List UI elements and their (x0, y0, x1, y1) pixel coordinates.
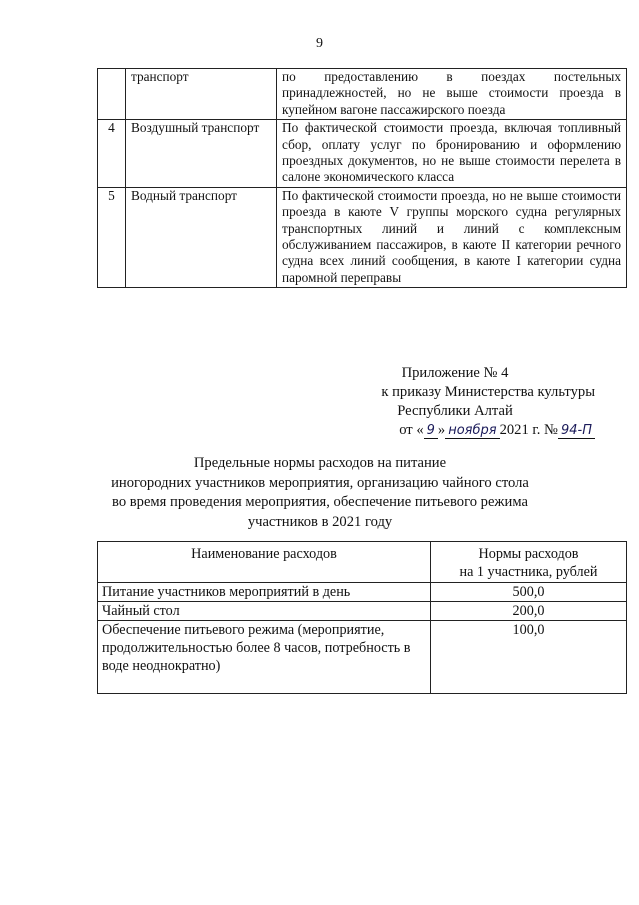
table-row (98, 69, 627, 120)
transport-type: Воздушный транспорт (126, 120, 277, 188)
header-norms-line: Нормы расходов (478, 546, 579, 562)
handwritten-month: ноября (445, 424, 499, 439)
table-row (98, 120, 627, 188)
date-day-close: » (437, 422, 446, 438)
header-norms (431, 542, 627, 583)
transport-type: транспорт (126, 69, 277, 120)
header-norms-line: на 1 участника, рублей (459, 564, 598, 580)
expense-value: 100,0 (431, 621, 627, 694)
date-prefix: от « (399, 422, 424, 438)
table-row (98, 602, 627, 621)
transport-type: Водный транспорт (126, 187, 277, 287)
title-line: участников в 2021 году (247, 513, 393, 530)
transport-description: по предоставлению в поездах постельных принадлежностей, но не выше стоимости проезда в купейном вагоне пассажирского поезда (277, 69, 627, 120)
expense-name: Чайный стол (98, 602, 431, 621)
transport-expenses-table (97, 68, 627, 288)
table-header-row (98, 542, 627, 583)
table-row (98, 187, 627, 287)
appendix-date-line (275, 421, 595, 440)
expense-norms-table (97, 541, 627, 694)
appendix-header (275, 364, 595, 440)
header-expense-name: Наименование расходов (98, 542, 431, 583)
expense-name: Обеспечение питьевого режима (мероприятие, продолжительностью более 8 часов, потребность в воде неоднократно) (98, 621, 431, 694)
expense-value: 500,0 (431, 583, 627, 602)
transport-description: По фактической стоимости проезда, включая топливный сбор, оплату услуг по бронированию и оформлению проездных документов, но не выше стоимости перелета в салоне экономического класса (277, 120, 627, 188)
appendix-region: Республики Алтай (397, 403, 513, 419)
expense-name: Питание участников мероприятий в день (98, 583, 431, 602)
row-number: 4 (98, 120, 126, 188)
row-number: 5 (98, 187, 126, 287)
expense-value: 200,0 (431, 602, 627, 621)
page-number: 9 (316, 36, 323, 51)
row-number (98, 69, 126, 120)
date-year: 2021 г. № (499, 422, 558, 438)
table-row (98, 583, 627, 602)
document-title (80, 454, 560, 532)
appendix-label: Приложение № 4 (401, 365, 509, 381)
title-line: Предельные нормы расходов на питание (193, 455, 447, 471)
title-line: иногородних участников мероприятия, организацию чайного стола (111, 474, 529, 491)
title-line: во время проведения мероприятия, обеспечение питьевого режима (112, 494, 528, 510)
table-row (98, 621, 627, 694)
handwritten-order-number: 94-П (558, 424, 595, 439)
handwritten-day: 9 (424, 424, 438, 439)
appendix-order-ref: к приказу Министерства культуры (381, 384, 595, 400)
transport-description: По фактической стоимости проезда, но не выше стоимости проезда в каюте V группы морского судна регулярных транспортных линий и линий с комплексным обслуживанием пассажиров, в каюте II категории речного судна всех линий сообщения, в каюте I категории судна паромной переправы (277, 187, 627, 287)
